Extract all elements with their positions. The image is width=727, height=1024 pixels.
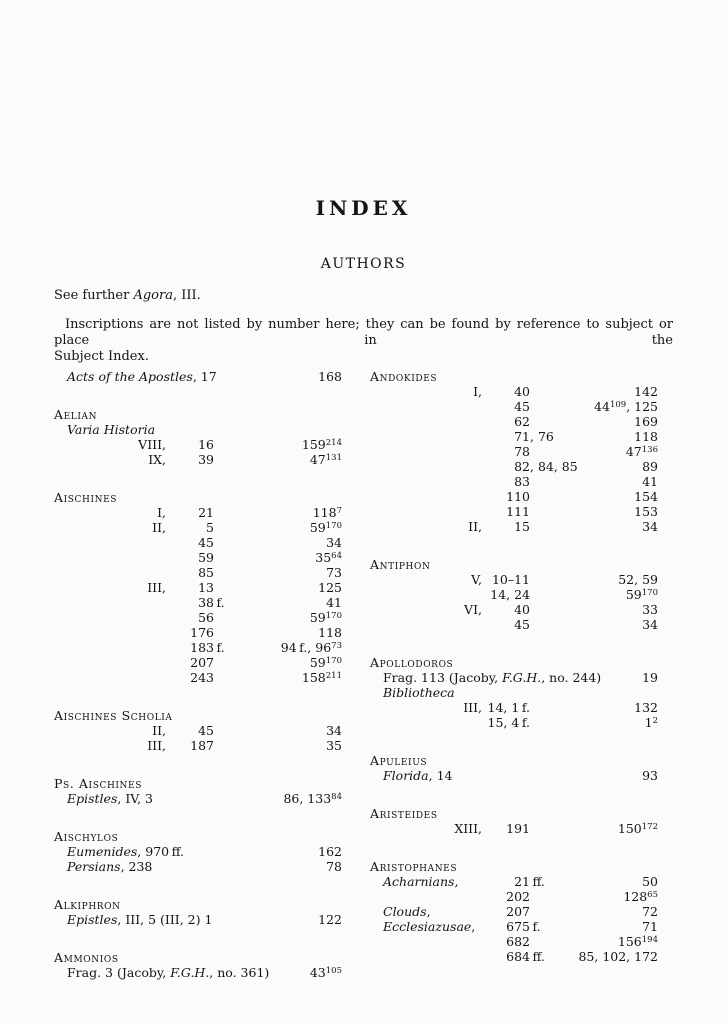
author-heading: Aelian (54, 407, 98, 422)
index-line (54, 580, 342, 595)
pages-cell: $44^{109}$, 125 (594, 399, 658, 414)
roman-numeral-cell (54, 595, 166, 610)
pages-cell: 118 (318, 625, 342, 640)
author-heading: Aischylos (54, 829, 119, 844)
locus-cell: 675 f. (506, 919, 541, 934)
locus-cell: 14, 1 f. (487, 700, 530, 715)
pages-cell: 72 (642, 904, 658, 919)
author-block (370, 753, 658, 783)
index-line (54, 625, 342, 640)
pages-cell: 41 (326, 595, 342, 610)
roman-numeral-cell (54, 535, 166, 550)
work-title-label: Ecclesiazusae, (383, 919, 476, 934)
pages-cell: 169 (634, 414, 658, 429)
pages-cell: 154 (634, 489, 658, 504)
roman-numeral-cell (370, 474, 482, 489)
pages-cell: $59^{170}$ (625, 587, 658, 602)
index-line (54, 520, 342, 535)
index-line (370, 949, 658, 964)
index-line (370, 904, 658, 919)
index-column-right (370, 369, 658, 980)
index-line (54, 965, 342, 980)
index-line (370, 670, 658, 685)
roman-numeral-cell: II, (468, 519, 482, 534)
index-line (54, 565, 342, 580)
author-heading: Aristophanes (370, 859, 458, 874)
locus-cell: 38 f. (198, 595, 225, 610)
pages-cell: 93 (642, 768, 658, 783)
index-line (54, 738, 342, 753)
pages-cell: $159^{214}$ (301, 437, 342, 452)
locus-cell: 83 (514, 474, 530, 489)
roman-numeral-cell (54, 640, 166, 655)
locus-cell: 85 (198, 565, 214, 580)
pages-cell: $150^{172}$ (617, 821, 658, 836)
roman-numeral-cell (370, 934, 482, 949)
roman-numeral-cell (370, 444, 482, 459)
author-heading: Alkiphron (54, 897, 121, 912)
locus-cell: 183 f. (190, 640, 225, 655)
index-line (370, 617, 658, 632)
index-line (370, 685, 658, 700)
author-block (54, 950, 342, 980)
index-line (54, 640, 342, 655)
roman-numeral-cell (370, 489, 482, 504)
index-line (370, 429, 658, 444)
work-title-label: Acharnians, (383, 874, 459, 889)
pages-cell: 52, 59 (618, 572, 658, 587)
index-column-left (54, 369, 342, 980)
locus-cell: 191 (506, 821, 530, 836)
author-heading: Ammonios (54, 950, 119, 965)
locus-cell: 40 (514, 602, 530, 617)
author-block (54, 369, 342, 384)
roman-numeral-cell (54, 565, 166, 580)
locus-cell: 207 (506, 904, 530, 919)
index-line (54, 912, 342, 927)
work-title-label: Persians, 238 (67, 859, 153, 874)
index-line (54, 550, 342, 565)
index-columns (54, 369, 658, 980)
pages-cell: 35 (326, 738, 342, 753)
pages-cell: 73 (326, 565, 342, 580)
locus-cell: 10–11 (491, 572, 530, 587)
authors-heading: AUTHORS (320, 256, 407, 272)
locus-cell: 45 (198, 535, 214, 550)
roman-numeral-cell (370, 459, 482, 474)
author-block (370, 655, 658, 730)
locus-cell: 14, 24 (490, 587, 530, 602)
locus-cell: 82, 84, 85 (514, 459, 578, 474)
locus-cell: 684 ff. (506, 949, 545, 964)
pages-cell: 85, 102, 172 (578, 949, 658, 964)
pages-cell: 34 (642, 617, 658, 632)
pages-cell: 168 (318, 369, 342, 384)
roman-numeral-cell (370, 587, 482, 602)
pages-cell: $128^{65}$ (623, 889, 658, 904)
pages-cell: 33 (642, 602, 658, 617)
locus-cell: 71, 76 (514, 429, 554, 444)
pages-cell: 71 (642, 919, 658, 934)
author-heading: Aristeides (370, 806, 438, 821)
roman-numeral-cell: III, (147, 580, 166, 595)
index-line (370, 474, 658, 489)
roman-numeral-cell: I, (473, 384, 482, 399)
locus-cell: 45 (514, 617, 530, 632)
intro-line-1: Inscriptions are not listed by number here; they can be found by reference to subject or place in the (54, 317, 673, 348)
roman-numeral-cell (54, 550, 166, 565)
index-line (370, 444, 658, 459)
work-title-label: Epistles, III, 5 (III, 2) 1 (67, 912, 213, 927)
index-line (370, 821, 658, 836)
pages-cell: 122 (318, 912, 342, 927)
work-title-label: Frag. 113 (Jacoby, F.G.H., no. 244) (383, 670, 602, 685)
locus-cell: 110 (506, 489, 530, 504)
roman-numeral-cell: VI, (464, 602, 482, 617)
work-title-label: Frag. 3 (Jacoby, F.G.H., no. 361) (67, 965, 270, 980)
index-line (370, 489, 658, 504)
pages-cell: $47^{136}$ (625, 444, 658, 459)
pages-cell: $1^2$ (644, 715, 658, 730)
pages-cell: $118^7$ (312, 505, 342, 520)
index-line (370, 399, 658, 414)
index-line (370, 384, 658, 399)
pages-cell: $158^{211}$ (301, 670, 342, 685)
locus-cell: 45 (198, 723, 214, 738)
locus-cell: 40 (514, 384, 530, 399)
author-heading: Antiphon (370, 557, 431, 572)
locus-cell: 62 (514, 414, 530, 429)
locus-cell: 682 (506, 934, 530, 949)
author-block (370, 369, 658, 534)
author-block (370, 806, 658, 836)
pages-cell: 34 (326, 723, 342, 738)
roman-numeral-cell: V, (471, 572, 482, 587)
locus-cell: 187 (190, 738, 214, 753)
intro-line-2: Subject Index. (54, 349, 149, 364)
index-line (54, 595, 342, 610)
work-title-label: Bibliotheca (383, 685, 455, 700)
author-block (54, 897, 342, 927)
index-line (370, 504, 658, 519)
roman-numeral-cell: II, (152, 723, 166, 738)
pages-cell: $35^{64}$ (315, 550, 342, 565)
index-line (54, 655, 342, 670)
index-line (370, 919, 658, 934)
locus-cell: 78 (514, 444, 530, 459)
index-line (370, 934, 658, 949)
author-heading: Aischines (54, 490, 118, 505)
locus-cell: 15, 4 f. (487, 715, 530, 730)
pages-cell: 86, $133^{84}$ (283, 791, 342, 806)
pages-cell: 153 (634, 504, 658, 519)
author-heading: Aischines Scholia (54, 708, 173, 723)
intro-paragraph (54, 317, 673, 365)
pages-cell: $47^{131}$ (309, 452, 342, 467)
index-line (54, 791, 342, 806)
work-title-label: Varia Historia (67, 422, 156, 437)
roman-numeral-cell (54, 670, 166, 685)
work-title-label: Acts of the Apostles, 17 (67, 369, 217, 384)
roman-numeral-cell: VIII, (138, 437, 166, 452)
index-line (54, 505, 342, 520)
roman-numeral-cell (54, 655, 166, 670)
locus-cell: 16 (198, 437, 214, 452)
index-line (370, 519, 658, 534)
pages-cell: $59^{170}$ (309, 655, 342, 670)
locus-cell: 56 (198, 610, 214, 625)
index-line (54, 422, 342, 437)
pages-cell: 41 (642, 474, 658, 489)
locus-cell: 13 (198, 580, 214, 595)
roman-numeral-cell (370, 429, 482, 444)
pages-cell: 19 (642, 670, 658, 685)
locus-cell: 45 (514, 399, 530, 414)
locus-cell: 59 (198, 550, 214, 565)
pages-cell: 50 (642, 874, 658, 889)
index-line (370, 572, 658, 587)
index-title: INDEX (315, 196, 412, 220)
locus-cell: 21 ff. (514, 874, 545, 889)
author-block (54, 708, 342, 753)
work-title-label: Epistles, IV, 3 (67, 791, 154, 806)
author-heading: Apuleius (370, 753, 428, 768)
pages-cell: 142 (634, 384, 658, 399)
roman-numeral-cell: IX, (148, 452, 166, 467)
index-line (54, 859, 342, 874)
pages-cell: 78 (326, 859, 342, 874)
pages-cell: 89 (642, 459, 658, 474)
index-line (54, 610, 342, 625)
roman-numeral-cell (370, 617, 482, 632)
author-block (54, 829, 342, 874)
pages-cell: 162 (318, 844, 342, 859)
roman-numeral-cell: XIII, (454, 821, 482, 836)
roman-numeral-cell (370, 414, 482, 429)
roman-numeral-cell: II, (152, 520, 166, 535)
pages-cell: 34 (642, 519, 658, 534)
pages-cell: 125 (318, 580, 342, 595)
see-further-note: See further Agora, III. (54, 288, 201, 303)
locus-cell: 5 (206, 520, 214, 535)
roman-numeral-cell: III, (463, 700, 482, 715)
index-line (370, 715, 658, 730)
index-line (54, 452, 342, 467)
index-line (54, 369, 342, 384)
pages-cell: 94 f., $96^{73}$ (280, 640, 342, 655)
locus-cell: 15 (514, 519, 530, 534)
index-line (54, 844, 342, 859)
pages-cell: $59^{170}$ (309, 610, 342, 625)
roman-numeral-cell: I, (157, 505, 166, 520)
index-line (54, 437, 342, 452)
author-block (54, 490, 342, 685)
index-line (370, 768, 658, 783)
roman-numeral-cell (54, 625, 166, 640)
locus-cell: 21 (198, 505, 214, 520)
locus-cell: 207 (190, 655, 214, 670)
index-line (370, 889, 658, 904)
work-title-label: Florida, 14 (383, 768, 453, 783)
roman-numeral-cell (54, 610, 166, 625)
pages-cell: $43^{105}$ (309, 965, 342, 980)
index-line (370, 602, 658, 617)
index-line (370, 587, 658, 602)
author-block (54, 407, 342, 467)
roman-numeral-cell (370, 715, 482, 730)
index-line (370, 874, 658, 889)
roman-numeral-cell (370, 399, 482, 414)
author-heading: Ps. Aischines (54, 776, 142, 791)
pages-cell: 132 (634, 700, 658, 715)
author-block (370, 557, 658, 632)
roman-numeral-cell (370, 504, 482, 519)
index-line (54, 535, 342, 550)
author-block (370, 859, 658, 964)
pages-cell: 34 (326, 535, 342, 550)
locus-cell: 243 (190, 670, 214, 685)
locus-cell: 176 (190, 625, 214, 640)
roman-numeral-cell: III, (147, 738, 166, 753)
index-line (370, 414, 658, 429)
locus-cell: 202 (506, 889, 530, 904)
author-heading: Apollodoros (370, 655, 454, 670)
work-title-label: Eumenides, 970 ff. (67, 844, 185, 859)
pages-cell: $156^{194}$ (617, 934, 658, 949)
index-line (370, 459, 658, 474)
roman-numeral-cell (370, 889, 482, 904)
work-title-label: Clouds, (383, 904, 431, 919)
index-line (54, 723, 342, 738)
locus-cell: 111 (506, 504, 530, 519)
pages-cell: 118 (634, 429, 658, 444)
pages-cell: $59^{170}$ (309, 520, 342, 535)
author-block (54, 776, 342, 806)
index-line (54, 670, 342, 685)
index-line (370, 700, 658, 715)
locus-cell: 39 (198, 452, 214, 467)
roman-numeral-cell (370, 949, 482, 964)
author-heading: Andokides (370, 369, 438, 384)
